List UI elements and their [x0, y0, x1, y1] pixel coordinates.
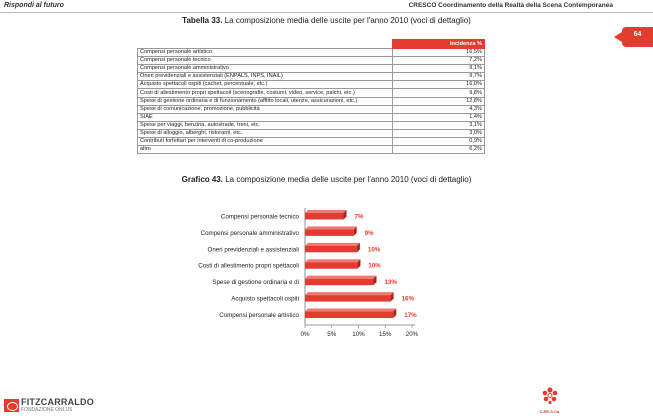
chart-bar [305, 229, 354, 236]
table-row-value: 3,1% [393, 121, 485, 129]
chart-bar [305, 246, 357, 253]
table-row-value: 16,5% [393, 49, 485, 57]
chart-bar-group [305, 292, 394, 302]
chart-bar-group [305, 243, 360, 253]
chart-bar-top [305, 259, 360, 262]
fitzcarraldo-logo-subtext: FONDAZIONE ONLUS [21, 407, 73, 413]
header-left-text: Rispondi al futuro [4, 2, 64, 9]
table-row-value: 9,1% [393, 65, 485, 73]
chart-x-tick-label: 10% [352, 331, 365, 338]
table-header-value: Incidenza % [393, 40, 485, 49]
table-title-text: La composizione media delle uscite per l'anno 2010 (voci di dettaglio) [224, 16, 471, 25]
header-right-text: CRESCO Coordinamento della Realtà della Scena Contemporanea [408, 2, 613, 9]
chart-category-label: Costi di allestimento propri spettacoli [198, 262, 299, 270]
chart-data-label: 13% [384, 279, 397, 287]
table-row-value: 7,2% [393, 57, 485, 65]
table-row-value: 1,4% [393, 113, 485, 121]
chart-category-label: Compensi personale tecnico [220, 213, 299, 221]
table-row-value: 0,9% [393, 138, 485, 146]
chart-title-prefix: Grafico 43. [181, 175, 223, 184]
chart-data-label: 17% [404, 311, 417, 319]
table-row-label: Acquisto spettacoli ospiti (cachet, percentuale, etc.) [138, 81, 393, 89]
chart-bar [305, 295, 391, 302]
chart-bar-top [305, 243, 360, 246]
table-row-label: Compensi personale tecnico [138, 57, 393, 65]
chart-bar-group [305, 276, 376, 286]
cresco-flower-icon [537, 386, 563, 406]
chart-bar-top [305, 210, 347, 213]
chart-bar [305, 312, 393, 319]
fitzcarraldo-logo-text: FITZCARRALDO [21, 397, 94, 407]
chart-bar [305, 279, 373, 286]
chart-bar-top [305, 309, 396, 312]
chart-bar-group [305, 226, 357, 236]
chart-bar [305, 262, 357, 269]
chart-x-tick-label: 15% [379, 331, 392, 338]
table-row-label: Contributi forfettari per interventi di co-produzione [138, 138, 393, 146]
chart-category-label: Compensi personale amministrativo [200, 229, 299, 237]
chart-data-label: 10% [368, 262, 381, 270]
chart-x-tick-label: 0% [300, 331, 310, 338]
table-row-label: altro [138, 146, 393, 154]
table-row-label: Spese di alloggio, alberghi, ristoranti, etc. [138, 129, 393, 137]
chart-bar-group [305, 210, 347, 220]
chart-data-label: 10% [367, 246, 381, 254]
table-row-label: SIAE [138, 113, 393, 121]
fitzcarraldo-logo [4, 398, 94, 413]
table-row-label: Costi di allestimento propri spettacoli (scenografie, costumi, video, service, palchi, etc.) [138, 89, 393, 97]
cresco-logo [537, 386, 563, 414]
chart-x-tick-label: 5% [327, 331, 337, 338]
chart-bar [305, 213, 344, 220]
table-row-label: Spese di comunicazione, promozione, pubblicità [138, 105, 393, 113]
table-row-value: 3,0% [393, 129, 485, 137]
table-row-value: 6,2% [393, 146, 485, 154]
chart-x-tick-label: 20% [405, 331, 419, 338]
table-row-value: 16,0% [393, 81, 485, 89]
table-row-value: 12,8% [393, 97, 485, 105]
chart-category-label: Compensi personale artistico [219, 311, 299, 319]
table-row-label: Spese per viaggi, benzina, autostrade, treni, etc. [138, 121, 393, 129]
table-row-label: Compensi personale amministrativo [138, 65, 393, 73]
table-row-label: Oneri previdenziali e assistenziali (ENPALS, INPS, INAIL) [138, 73, 393, 81]
table-row-label: Spese di gestione ordinaria e di funzionamento (affitto locali, utenze, assicurazioni, etc.) [138, 97, 393, 105]
chart-category-label: Spese di gestione ordinaria e di [212, 279, 299, 287]
chart-bar-group [305, 259, 360, 269]
chart-bar-top [305, 226, 357, 229]
chart-data-label: 16% [401, 295, 414, 303]
chart-category-label: Acquisto spettacoli ospiti [231, 295, 299, 303]
chart-bar-top [305, 292, 394, 295]
table-row-value: 9,7% [393, 73, 485, 81]
cresco-logo-caption: C.RE.S.Co. [539, 409, 561, 414]
table-row-value: 4,3% [393, 105, 485, 113]
chart-bar-group [305, 309, 396, 319]
chart-data-label: 7% [354, 213, 364, 221]
table-row-label: Compensi personale artistico [138, 49, 393, 57]
chart-title-text: La composizione media delle uscite per l'anno 2010 (voci di dettaglio) [225, 175, 472, 184]
fitzcarraldo-mark-icon [4, 399, 19, 412]
page-number: 64 [633, 31, 642, 38]
chart-data-label: 9% [364, 229, 374, 237]
table-title-prefix: Tabella 33. [182, 16, 223, 25]
chart-bar-top [305, 276, 376, 279]
table-row-value: 9,8% [393, 89, 485, 97]
chart-category-label: Oneri previdenziali e assistenziali [207, 246, 299, 254]
